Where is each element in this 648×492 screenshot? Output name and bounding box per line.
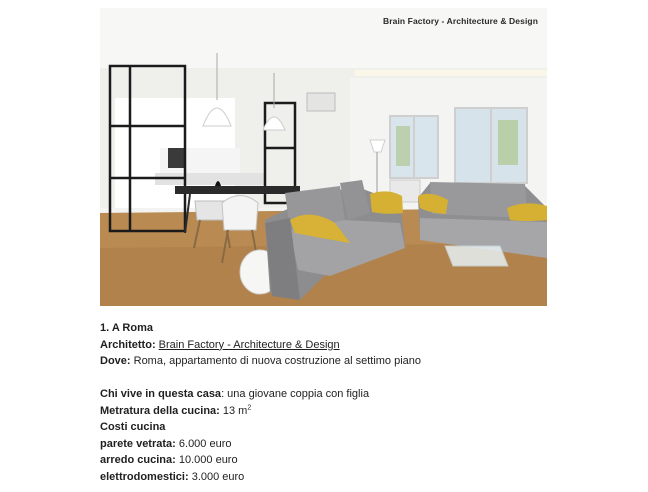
who-line xyxy=(100,386,570,403)
architect-line xyxy=(100,337,570,354)
architect-link[interactable]: Brain Factory - Architecture & Design xyxy=(158,338,340,351)
architect-label: Architetto: xyxy=(100,338,156,351)
cost-label: parete vetrata: xyxy=(100,437,176,450)
kitchen-size-sup: 2 xyxy=(247,403,252,411)
cost-label: arredo cucina: xyxy=(100,454,176,466)
cost-item xyxy=(100,452,570,469)
article-photo xyxy=(100,8,547,306)
cost-value: 3.000 euro xyxy=(191,470,245,483)
where-value: Roma, appartamento di nuova costruzione al settimo piano xyxy=(133,355,422,367)
kitchen-size-line xyxy=(100,403,570,420)
kitchen-size-value: 13 m xyxy=(222,404,248,417)
who-value: : una giovane coppia con figlia xyxy=(221,388,370,400)
cost-item xyxy=(100,436,570,453)
costs-heading: Costi cucina xyxy=(100,421,166,433)
kitchen-size-label: Metratura della cucina: xyxy=(100,404,220,417)
cost-item xyxy=(100,469,570,486)
who-label: Chi vive in questa casa xyxy=(100,388,222,400)
photo-credit: Brain Factory - Architecture & Design xyxy=(382,16,538,26)
cost-label: elettrodomestici: xyxy=(100,470,189,483)
where-label: Dove: xyxy=(100,355,131,367)
cost-value: 6.000 euro xyxy=(178,437,232,450)
where-line xyxy=(100,353,570,370)
living-room-illustration xyxy=(100,8,547,306)
section-heading: 1. A Roma xyxy=(100,322,153,334)
cost-value: 10.000 euro xyxy=(178,454,238,466)
article-body xyxy=(100,320,570,485)
